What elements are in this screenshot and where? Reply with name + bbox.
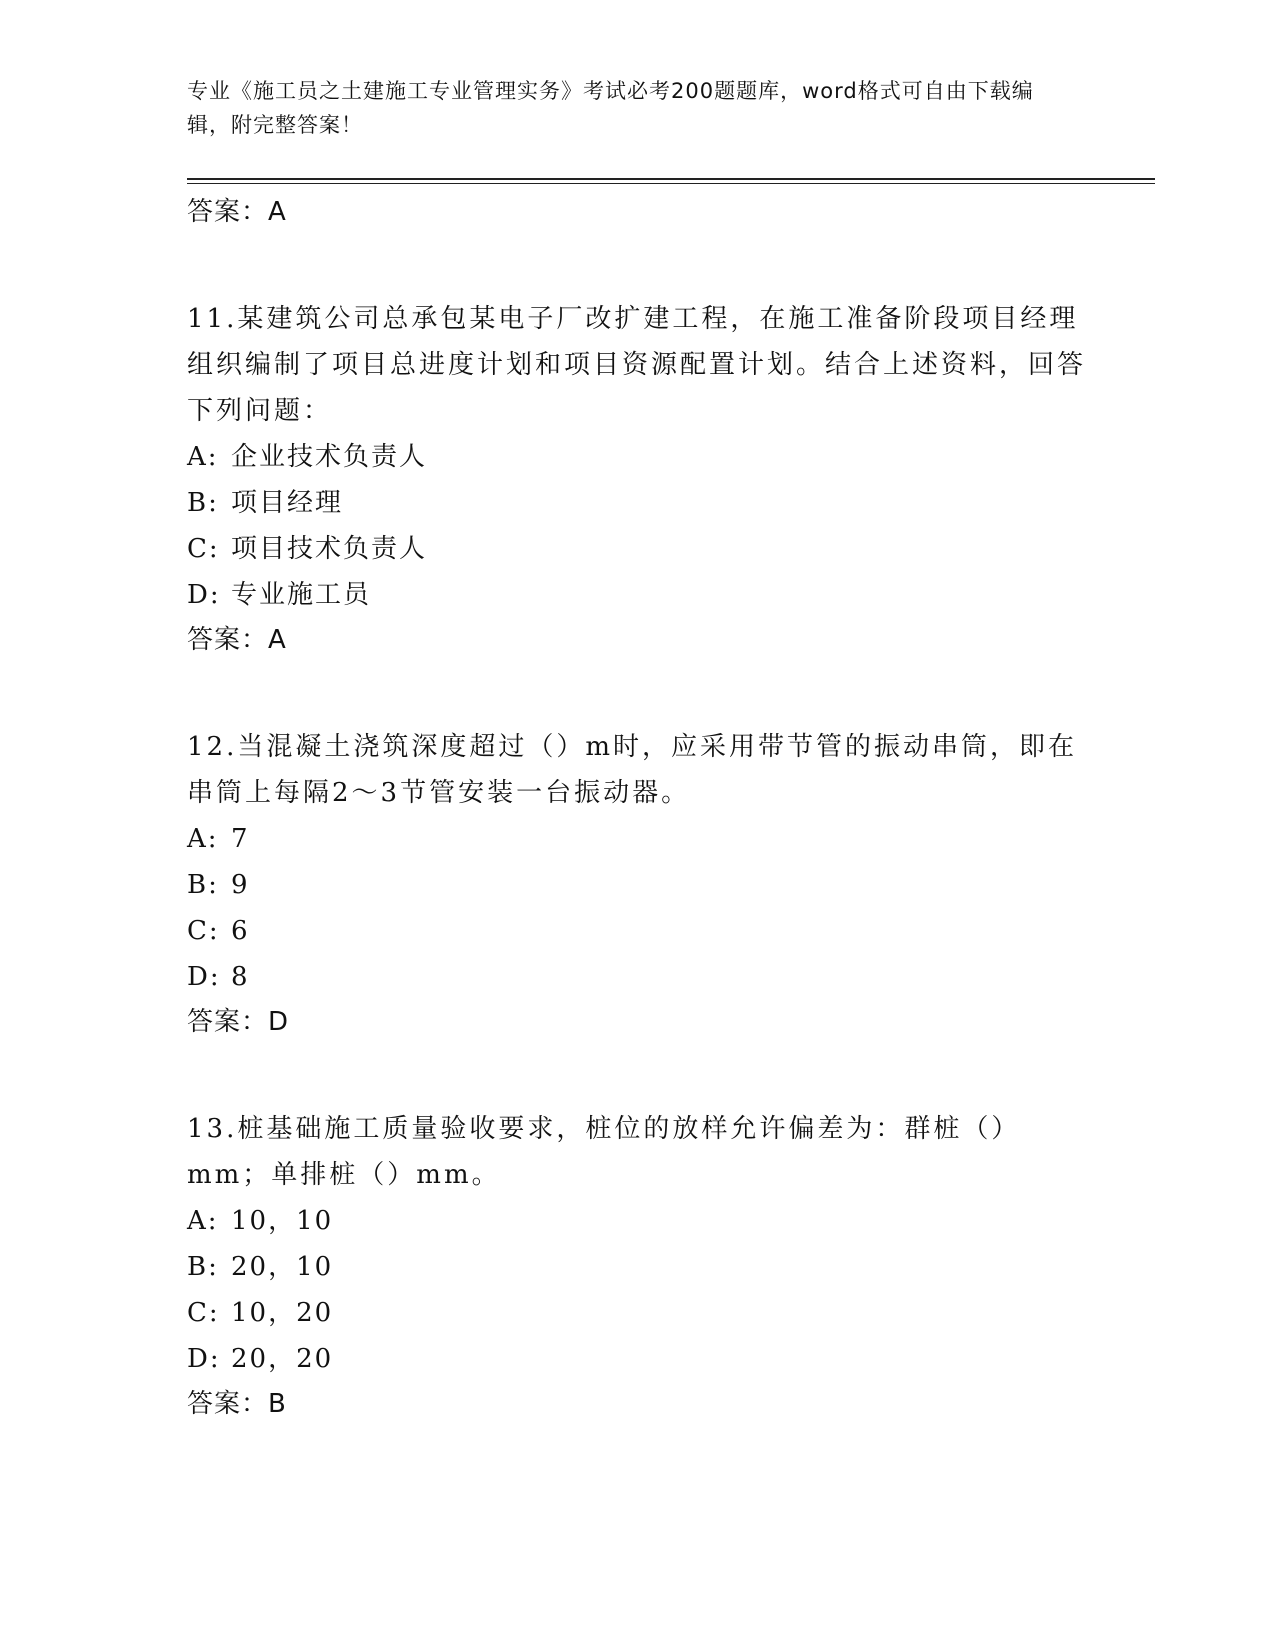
question-list bbox=[187, 190, 1087, 1426]
option-key: B: bbox=[187, 1252, 219, 1282]
option-key: C: bbox=[187, 1298, 220, 1328]
option-d bbox=[187, 954, 1087, 1000]
option-d bbox=[187, 1336, 1087, 1382]
option-key: D: bbox=[187, 1344, 221, 1374]
option-value: 专业施工员 bbox=[231, 580, 372, 610]
option-key: C: bbox=[187, 916, 220, 946]
option-a bbox=[187, 434, 1087, 480]
option-value: 8 bbox=[231, 962, 250, 992]
option-value: 6 bbox=[231, 916, 250, 946]
option-value: 7 bbox=[231, 824, 250, 854]
option-b bbox=[187, 862, 1087, 908]
question-13 bbox=[187, 1106, 1087, 1426]
question-text: 12.当混凝土浇筑深度超过（）m时，应采用带节管的振动串筒，即在串筒上每隔2～3节管安装一台振动器。 bbox=[187, 732, 1078, 808]
option-value: 20，20 bbox=[231, 1344, 334, 1374]
option-key: D: bbox=[187, 962, 221, 992]
option-value: 项目技术负责人 bbox=[231, 534, 428, 564]
option-key: A: bbox=[187, 824, 219, 854]
previous-answer: 答案：A bbox=[187, 197, 287, 227]
option-a bbox=[187, 1198, 1087, 1244]
question-text: 13.桩基础施工质量验收要求，桩位的放样允许偏差为：群桩（）mm；单排桩（）mm。 bbox=[187, 1114, 1021, 1190]
option-key: C: bbox=[187, 534, 220, 564]
question-11 bbox=[187, 296, 1087, 662]
answer-line: 答案：B bbox=[187, 1389, 287, 1419]
question-text: 11.某建筑公司总承包某电子厂改扩建工程，在施工准备阶段项目经理组织编制了项目总进度计划和项目资源配置计划。结合上述资料，回答下列问题： bbox=[187, 304, 1087, 426]
option-value: 9 bbox=[231, 870, 250, 900]
header-rule-thick bbox=[187, 178, 1155, 180]
option-b bbox=[187, 1244, 1087, 1290]
option-c bbox=[187, 908, 1087, 954]
header-rule-thin bbox=[187, 183, 1155, 184]
option-key: A: bbox=[187, 442, 219, 472]
option-value: 20，10 bbox=[231, 1252, 334, 1282]
option-value: 10，20 bbox=[231, 1298, 334, 1328]
option-b bbox=[187, 480, 1087, 526]
option-d bbox=[187, 572, 1087, 618]
answer-line: 答案：A bbox=[187, 625, 287, 655]
answer-line: 答案：D bbox=[187, 1007, 290, 1037]
option-key: D: bbox=[187, 580, 221, 610]
option-value: 10，10 bbox=[231, 1206, 334, 1236]
option-key: B: bbox=[187, 870, 219, 900]
option-a bbox=[187, 816, 1087, 862]
option-value: 项目经理 bbox=[231, 488, 344, 518]
option-c bbox=[187, 1290, 1087, 1336]
option-key: B: bbox=[187, 488, 219, 518]
option-key: A: bbox=[187, 1206, 219, 1236]
option-c bbox=[187, 526, 1087, 572]
question-12 bbox=[187, 724, 1087, 1044]
document-header: 专业《施工员之土建施工专业管理实务》考试必考200题题库，word格式可自由下载编辑，附完整答案！ bbox=[187, 79, 1034, 137]
option-value: 企业技术负责人 bbox=[231, 442, 428, 472]
